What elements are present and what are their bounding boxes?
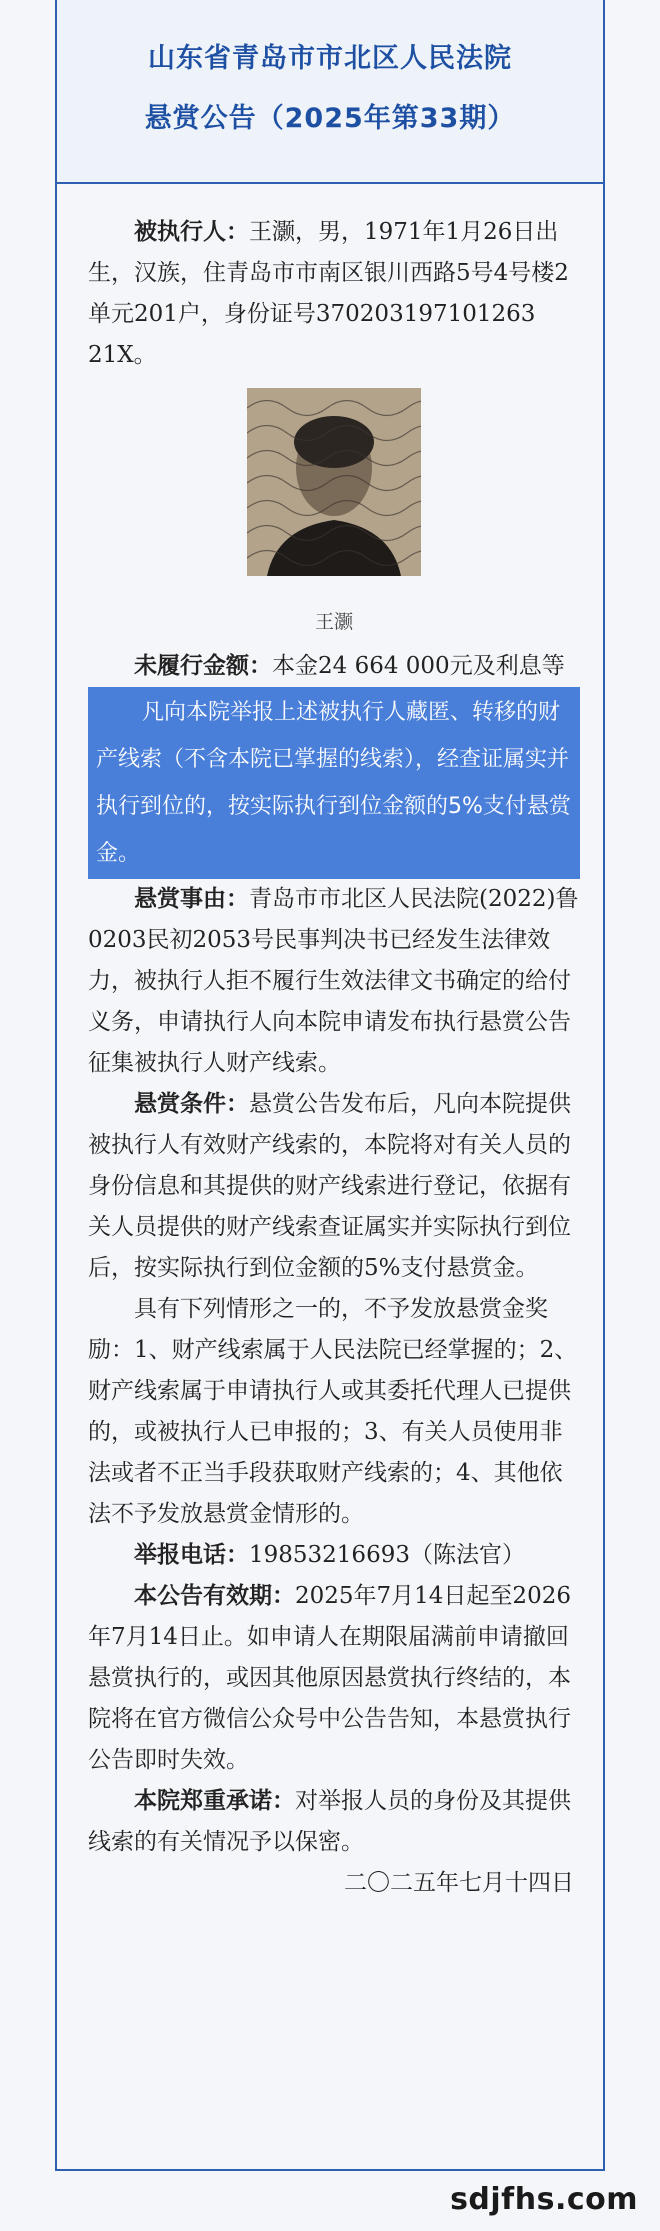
- conditions-label: 悬赏条件：: [134, 1091, 249, 1117]
- notice-title: 悬赏公告（2025年第33期）: [144, 103, 516, 134]
- validity-paragraph: [88, 1576, 580, 1781]
- amount-paragraph: [88, 646, 580, 687]
- conditions-text: 悬赏公告发布后，凡向本院提供被执行人有效财产线索的，本院将对有关人员的身份信息和其提供的财产线索进行登记，依据有关人员提供的财产线索查证属实并实际执行到位后，按实际执行到位金额的5%支付悬赏金。: [88, 1091, 571, 1281]
- court-name-title: 山东省青岛市市北区人民法院: [148, 43, 512, 74]
- header-divider: [57, 182, 603, 184]
- conditions-paragraph: [88, 1084, 580, 1289]
- respondent-photo-wrap: [88, 388, 580, 590]
- right-border-line: [603, 0, 605, 2171]
- promise-paragraph: [88, 1781, 580, 1863]
- phone-label: 举报电话：: [134, 1542, 249, 1568]
- photo-caption: 王灏: [314, 611, 353, 633]
- notice-body: [88, 212, 580, 1904]
- respondent-paragraph: [88, 212, 580, 376]
- reward-highlight: 凡向本院举报上述被执行人藏匿、转移的财产线索（不含本院已掌握的线索），经查证属实并执行到位的，按实际执行到位金额的5%支付悬赏金。: [88, 687, 580, 879]
- footer-divider: [55, 2169, 605, 2171]
- promise-label: 本院郑重承诺：: [134, 1788, 295, 1814]
- respondent-label: 被执行人：: [134, 219, 249, 245]
- promise-text: 对举报人员的身份及其提供线索的有关情况予以保密。: [88, 1788, 571, 1855]
- respondent-text: 王灏，男，1971年1月26日出生，汉族，住青岛市市南区银川西路5号4号楼2单元201户，身份证号370203197101263 21X。: [88, 219, 569, 368]
- validity-label: 本公告有效期：: [134, 1583, 295, 1609]
- reason-label: 悬赏事由：: [134, 886, 249, 912]
- exclusions-paragraph: 具有下列情形之一的，不予发放悬赏金奖励：1、财产线索属于人民法院已经掌握的；2、财产线索属于申请执行人或其委托代理人已提供的，或被执行人已申报的；3、有关人员使用非法或者不正当手段获取财产线索的；4、其他依法不予发放悬赏金情形的。: [88, 1296, 578, 1527]
- reason-text: 青岛市市北区人民法院(2022)鲁0203民初2053号民事判决书已经发生法律效力，被执行人拒不履行生效法律文书确定的给付义务，申请执行人向本院申请发布执行悬赏公告征集被执行人财产线索。: [88, 886, 579, 1076]
- phone-number[interactable]: 19853216693（陈法官）: [249, 1542, 525, 1568]
- amount-label: 未履行金额：: [134, 653, 272, 679]
- phone-paragraph: [88, 1535, 580, 1576]
- notice-header: [57, 0, 603, 182]
- respondent-photo: [247, 388, 421, 576]
- left-border-line: [55, 0, 57, 2171]
- reason-paragraph: [88, 879, 580, 1084]
- amount-text: 本金24 664 000元及利息等: [272, 653, 565, 679]
- notice-date: 二〇二五年七月十四日: [344, 1870, 574, 1896]
- site-watermark: sdjfhs.com: [450, 2182, 638, 2217]
- photo-illustration: [247, 388, 421, 576]
- validity-text: 2025年7月14日起至2026年7月14日止。如申请人在期限届满前申请撤回悬赏执行的，或因其他原因悬赏执行终结的，本院将在官方微信公众号中公告告知，本悬赏执行公告即时失效。: [88, 1583, 571, 1773]
